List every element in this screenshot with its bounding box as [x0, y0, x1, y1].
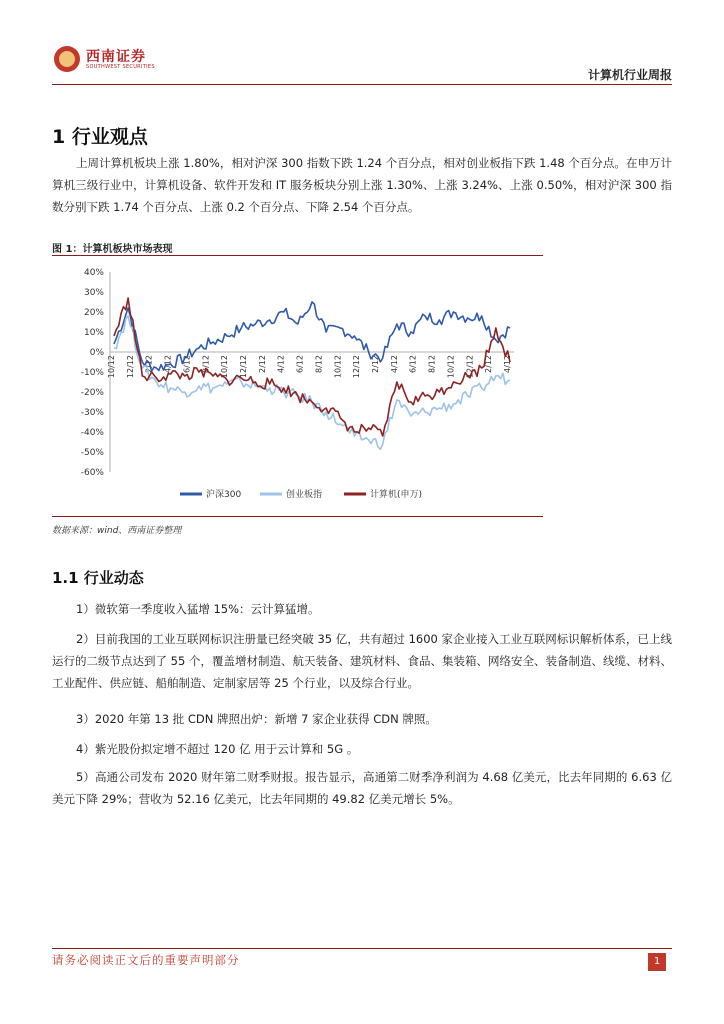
series-line-1 — [114, 316, 510, 449]
news-item: 3）2020 年第 13 批 CDN 牌照出炉：新增 7 家企业获得 CDN 牌照。 — [76, 712, 437, 726]
logo-english-name: SOUTHWEST SECURITIES — [86, 64, 155, 70]
logo-emblem-icon — [54, 46, 80, 72]
x-tick-label: 2/12 — [257, 355, 267, 373]
x-tick-label: 10/12 — [107, 355, 116, 379]
x-tick-label: 6/12 — [408, 355, 418, 373]
news-item: 5）高通公司发布 2020 财年第二财季财报。报告显示，高通第二财季净利润为 4.68 亿美元，比去年同期的 6.63 亿美元下降 29%；营收为 52.16 亿美元，比去年同期的 49.82 亿美元增长 5%。 — [52, 770, 672, 806]
news-item: 4）紫光股份拟定增不超过 120 亿 用于云计算和 5G 。 — [76, 742, 359, 756]
x-tick-label: 4/12 — [163, 355, 173, 373]
y-tick-label: -20% — [80, 388, 104, 398]
legend-label: 计算机(申万) — [370, 490, 423, 500]
figure-top-rule — [52, 255, 543, 256]
section-heading-industry-view: 1 行业观点 — [52, 126, 148, 148]
x-tick-label: 6/12 — [182, 355, 192, 373]
x-tick-label: 12/12 — [239, 355, 248, 379]
figure-source-note: 数据来源：wind、西南证券整理 — [52, 526, 182, 536]
figure-title: 图 1：计算机板块市场表现 — [52, 244, 173, 255]
x-tick-label: 12/12 — [125, 355, 135, 379]
y-tick-label: -40% — [80, 428, 104, 438]
x-tick-label: 12/12 — [465, 355, 475, 379]
y-tick-label: -50% — [80, 448, 104, 458]
footer-disclaimer: 请务必阅读正文后的重要声明部分 — [52, 953, 240, 967]
header-divider — [52, 84, 672, 85]
figure-bottom-rule — [52, 516, 543, 517]
x-tick-label: 2/12 — [484, 355, 494, 373]
news-item: 1）微软第一季度收入猛增 15%：云计算猛增。 — [76, 602, 320, 616]
x-tick-label: 2/12 — [371, 355, 380, 373]
market-summary-paragraph: 上周计算机板块上涨 1.80%，相对沪深 300 指数下跌 1.24 个百分点，相对创业板指下跌 1.48 个百分点。在申万计算机三级行业中，计算机设备、软件开发和 IT 服务板块分别上涨 1.30%、上涨 3.24%、上涨 0.50%，相对沪深 300 指数分别下跌 1.74 个百分点、上涨 0.2 个百分点、下降 2.54 个百分点。 — [52, 156, 672, 214]
page-number: 1 — [648, 953, 666, 971]
x-tick-label: 10/12 — [333, 355, 343, 379]
x-tick-label: 8/12 — [314, 355, 324, 373]
x-tick-label: 8/12 — [201, 355, 211, 373]
company-logo — [54, 44, 164, 74]
y-tick-label: -10% — [80, 368, 104, 378]
y-tick-label: 10% — [83, 328, 104, 338]
y-tick-label: -30% — [80, 408, 104, 418]
section-heading-industry-news: 1.1 行业动态 — [52, 569, 144, 587]
y-tick-label: 0% — [89, 348, 104, 358]
y-tick-label: 40% — [83, 268, 104, 278]
x-tick-label: 4/12 — [389, 355, 399, 373]
x-tick-label: 12/12 — [352, 355, 362, 379]
y-tick-label: 30% — [83, 288, 104, 298]
footer-divider — [52, 948, 672, 949]
x-tick-label: 2/12 — [144, 355, 154, 373]
x-tick-label: 8/12 — [427, 355, 437, 373]
y-tick-label: 20% — [83, 308, 104, 318]
x-tick-label: 6/12 — [295, 355, 305, 373]
x-tick-label: 4/12 — [503, 355, 512, 373]
logo-chinese-name: 西南证券 — [86, 49, 146, 65]
x-tick-label: 10/12 — [446, 355, 456, 379]
legend-label: 创业板指 — [286, 490, 323, 500]
report-type-title: 计算机行业周报 — [587, 68, 672, 82]
legend-label: 沪深300 — [206, 490, 242, 500]
y-tick-label: -60% — [80, 468, 104, 478]
news-item: 2）目前我国的工业互联网标识注册量已经突破 35 亿，共有超过 1600 家企业接入工业互联网标识解析体系，已上线运行的二级节点达到了 55 个，覆盖增材制造、航天装备、建筑材料、食品、集装箱、网络安全、装备制造、线缆、材料、工业配件、供应链、船舶制造、定制家居等 25 个行业，以及综合行业。 — [52, 632, 672, 690]
market-performance-chart — [52, 260, 544, 516]
x-tick-label: 10/12 — [220, 355, 230, 379]
x-tick-label: 4/12 — [276, 355, 286, 373]
